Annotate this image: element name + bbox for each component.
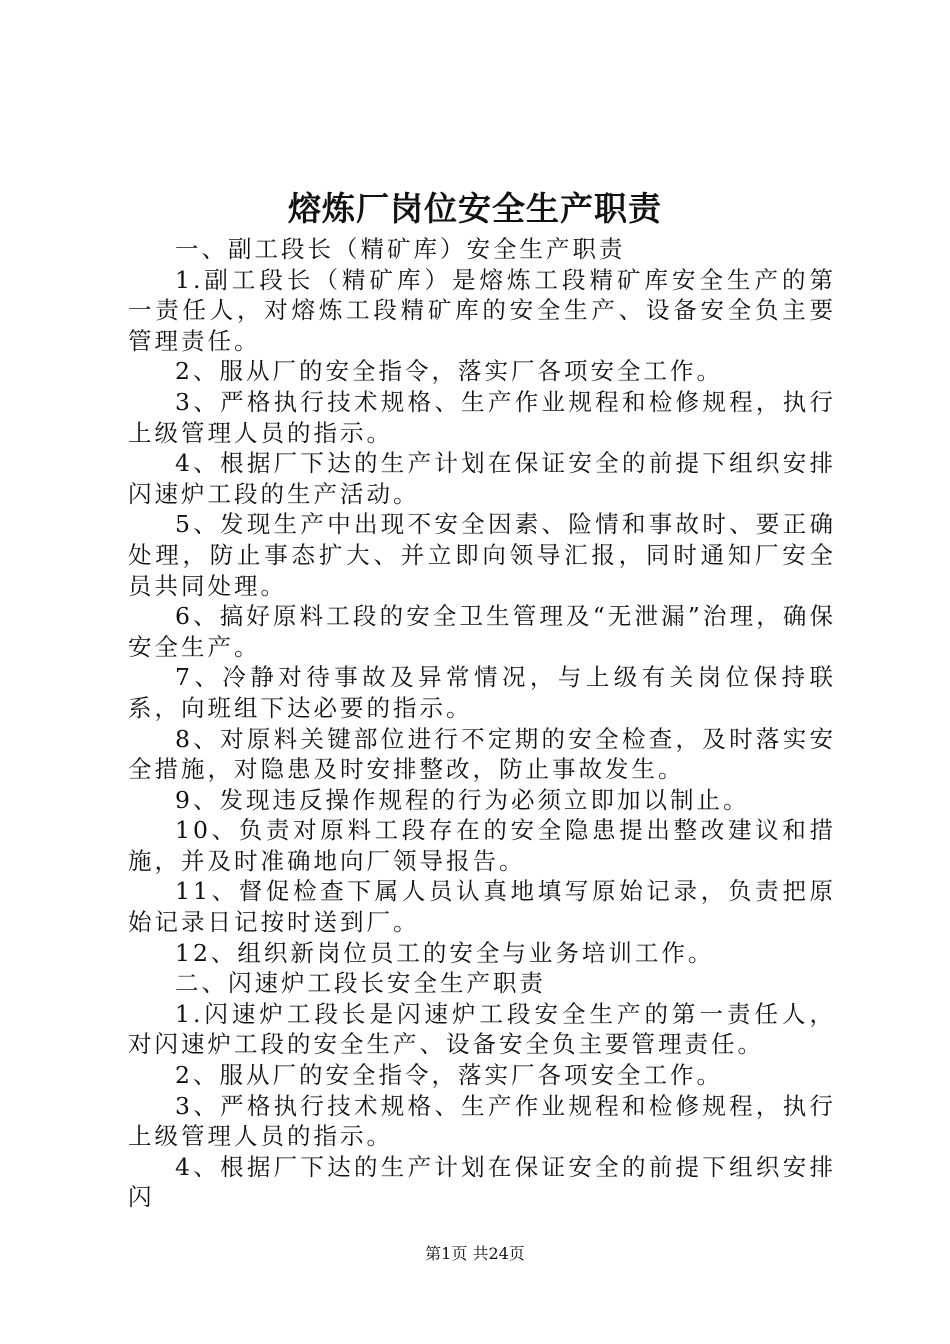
paragraph: 12、组织新岗位员工的安全与业务培训工作。 bbox=[175, 938, 715, 967]
paragraph: 3、严格执行技术规格、生产作业规程和检修规程，执行上级管理人员的指示。 bbox=[128, 1091, 836, 1151]
paragraph: 5、发现生产中出现不安全因素、险情和事故时、要正确处理，防止事态扩大、并立即向领导汇报，同时通知厂安全员共同处理。 bbox=[128, 510, 836, 600]
paragraph: 10、负责对原料工段存在的安全隐患提出整改建议和措施，并及时准确地向厂领导报告。 bbox=[128, 816, 836, 875]
page-number-footer: 第1页 共24页 bbox=[425, 1244, 525, 1263]
paragraph: 11、督促检查下属人员认真地填写原始记录，负责把原始记录日记按时送到厂。 bbox=[128, 877, 836, 937]
paragraph: 6、搞好原料工段的安全卫生管理及“无泄漏”治理，确保安全生产。 bbox=[128, 602, 836, 661]
paragraph: 9、发现违反操作规程的行为必须立即加以制止。 bbox=[175, 785, 750, 814]
section-heading-1: 一、副工段长（精矿库）安全生产职责 bbox=[175, 235, 626, 263]
paragraph: 1.闪速炉工段长是闪速炉工段安全生产的第一责任人，对闪速炉工段的安全生产、设备安全负主要管理责任。 bbox=[128, 999, 836, 1059]
paragraph: 8、对原料关键部位进行不定期的安全检查，及时落实安全措施，对隐患及时安排整改，防止事故发生。 bbox=[128, 724, 836, 784]
paragraph: 4、根据厂下达的生产计划在保证安全的前提下组织安排闪 bbox=[128, 1152, 836, 1212]
section-heading-2: 二、闪速炉工段长安全生产职责 bbox=[175, 969, 546, 998]
document-body bbox=[128, 234, 836, 1213]
paragraph: 2、服从厂的安全指令，落实厂各项安全工作。 bbox=[175, 1061, 723, 1090]
paragraph: 7、冷静对待事故及异常情况，与上级有关岗位保持联系，向班组下达必要的指示。 bbox=[128, 663, 836, 722]
document-title: 熔炼厂岗位安全生产职责 bbox=[288, 189, 662, 228]
paragraph: 4、根据厂下达的生产计划在保证安全的前提下组织安排闪速炉工段的生产活动。 bbox=[128, 449, 836, 508]
paragraph: 3、严格执行技术规格、生产作业规程和检修规程，执行上级管理人员的指示。 bbox=[128, 387, 836, 447]
paragraph: 1.副工段长（精矿库）是熔炼工段精矿库安全生产的第一责任人，对熔炼工段精矿库的安全生产、设备安全负主要管理责任。 bbox=[128, 265, 836, 355]
paragraph: 2、服从厂的安全指令，落实厂各项安全工作。 bbox=[175, 357, 723, 386]
